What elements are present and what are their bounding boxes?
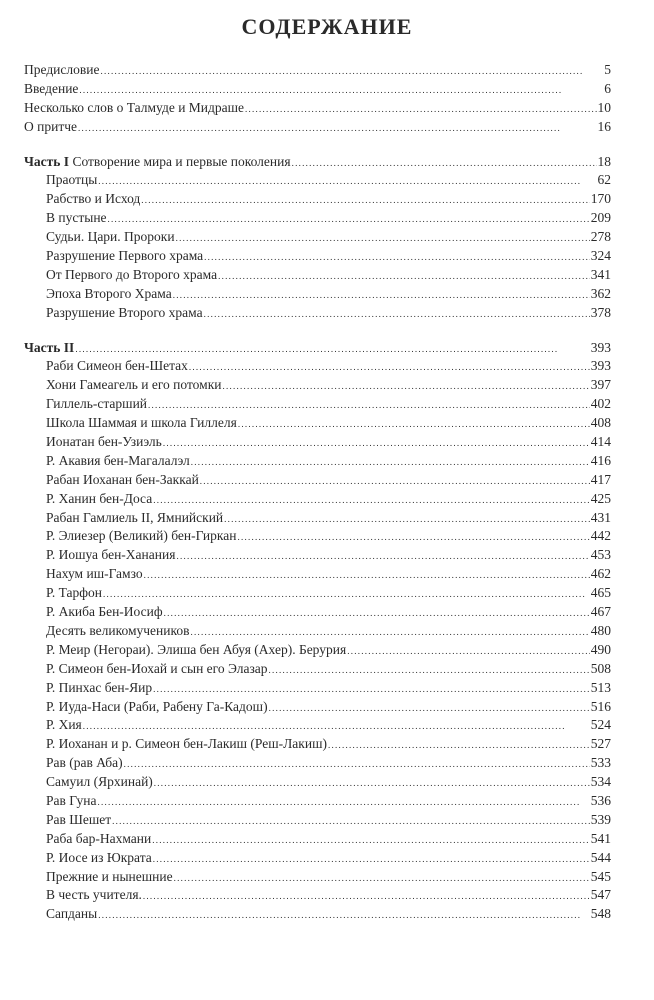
toc-entry-title: Сапданы <box>46 906 98 922</box>
toc-entry-page: 414 <box>590 434 611 450</box>
toc-entry <box>24 209 611 228</box>
toc-entry-page: 170 <box>590 191 611 207</box>
toc-part-title <box>24 339 74 358</box>
dot-leader <box>218 266 590 286</box>
toc-entry <box>24 546 611 565</box>
toc-entry-page: 278 <box>590 229 611 245</box>
toc-entry-title: Эпоха Второго Храма <box>46 285 172 301</box>
toc-entry-title: Праотцы <box>46 172 98 188</box>
dot-leader <box>98 792 590 812</box>
toc-entry-title: Рабство и Исход <box>46 191 141 207</box>
toc-entry <box>24 660 611 679</box>
toc-entry-title: Гиллель-старший <box>46 396 148 412</box>
dot-leader <box>204 304 590 324</box>
toc-entry-title: Р. Иосе из Юкрата <box>46 849 152 865</box>
toc-entry <box>24 285 611 304</box>
dot-leader <box>328 735 590 755</box>
toc-entry-title: Школа Шаммая и школа Гиллеля <box>46 415 237 431</box>
toc-entry-page: 442 <box>590 528 611 544</box>
toc-entry <box>24 716 611 735</box>
part-label: Часть II <box>24 339 75 355</box>
toc-entry-page: 453 <box>590 547 611 563</box>
dot-leader <box>152 830 590 850</box>
toc-entry-title: Р. Пинхас бен-Яир <box>46 679 153 695</box>
toc-entry-page: 378 <box>590 304 611 320</box>
toc-entry <box>24 61 611 80</box>
toc-entry-page: 402 <box>590 396 611 412</box>
toc-entry <box>24 190 611 209</box>
toc-entry-page: 544 <box>590 849 611 865</box>
dot-leader <box>245 99 596 119</box>
toc-entry <box>24 395 611 414</box>
toc-entry-title: Рав (рав Аба) <box>46 755 123 771</box>
toc-entry <box>24 228 611 247</box>
toc-entry-page: 62 <box>597 172 611 188</box>
toc-entry <box>24 565 611 584</box>
toc-entry-page: 533 <box>590 755 611 771</box>
part2-entries <box>24 357 611 924</box>
dot-leader <box>223 376 590 396</box>
toc-entry-page: 393 <box>590 358 611 374</box>
toc-entry <box>24 433 611 452</box>
toc-entry <box>24 471 611 490</box>
toc-entry <box>24 905 611 924</box>
toc-entry-title: Предисловие <box>24 62 100 77</box>
toc-entry <box>24 171 611 190</box>
dot-leader <box>148 395 590 415</box>
toc-entry <box>24 830 611 849</box>
toc-entry-page: 516 <box>590 698 611 714</box>
toc-entry <box>24 266 611 285</box>
toc-entry-page: 397 <box>590 377 611 393</box>
toc-entry-page: 462 <box>590 566 611 582</box>
toc-part-title <box>24 153 291 172</box>
dot-leader <box>78 118 596 138</box>
toc-entry-page: 341 <box>590 266 611 282</box>
toc-entry-page: 480 <box>590 622 611 638</box>
dot-leader <box>204 247 590 267</box>
toc-entry-page: 18 <box>597 153 611 169</box>
toc-entry <box>24 304 611 323</box>
toc-part-heading <box>24 153 611 172</box>
toc-entry-page: 465 <box>590 585 611 601</box>
toc-entry <box>24 735 611 754</box>
toc-entry-page: 536 <box>590 792 611 808</box>
toc-entry-title: Р. Ханин бен-Доса <box>46 490 153 506</box>
toc-entry <box>24 357 611 376</box>
dot-leader <box>153 679 590 699</box>
toc-entry-page: 10 <box>597 99 611 115</box>
toc-entry-title: Рав Шешет <box>46 811 112 827</box>
toc-entry-title: Р. Меир (Негораи). Элиша бен Абуя (Ахер). Берурия <box>46 641 347 657</box>
dot-leader <box>103 584 590 604</box>
toc-entry-page: 16 <box>597 118 611 134</box>
dot-leader <box>292 153 597 173</box>
toc-entry-title: Р. Иуда-Наси (Раби, Рабену Га-Кадош) <box>46 698 268 714</box>
toc-entry-title: Р. Тарфон <box>46 585 102 601</box>
toc-entry-page: 539 <box>590 811 611 827</box>
toc-entry-title: Несколько слов о Талмуде и Мидраше <box>24 99 245 115</box>
dot-leader <box>173 285 590 305</box>
toc-entry-page: 6 <box>604 80 611 96</box>
toc-entry-title: Р. Акиба Бен-Иосиф <box>46 604 163 620</box>
toc-entry <box>24 773 611 792</box>
toc-entry-title: Раба бар-Нахмани <box>46 830 152 846</box>
toc-entry <box>24 698 611 717</box>
toc-entry <box>24 452 611 471</box>
toc-entry-title: Введение <box>24 80 79 96</box>
toc-entry-title: Рабан Иоханан бен-Заккай <box>46 471 199 487</box>
toc-entry-page: 508 <box>590 660 611 676</box>
section-gap <box>24 323 611 339</box>
toc-entry-page: 209 <box>590 210 611 226</box>
toc-entry-page: 490 <box>590 641 611 657</box>
toc-entry-title: Р. Акавия бен-Магалалэл <box>46 452 190 468</box>
dot-leader <box>154 773 590 793</box>
dot-leader <box>100 61 603 81</box>
dot-leader <box>190 622 589 642</box>
toc-entry-title: Рабан Гамлиель II, Ямнийский <box>46 509 224 525</box>
toc-entry-title: Р. Элиезер (Великий) бен-Гиркан <box>46 528 237 544</box>
dot-leader <box>75 339 589 359</box>
dot-leader <box>269 660 590 680</box>
toc-entry <box>24 80 611 99</box>
toc-entry <box>24 509 611 528</box>
toc-entry-title: О притче <box>24 118 78 134</box>
toc-entry-page: 548 <box>590 906 611 922</box>
toc-entry-page: 324 <box>590 248 611 264</box>
toc-entry <box>24 754 611 773</box>
toc-entry-page: 527 <box>590 736 611 752</box>
toc-entry-page: 417 <box>590 471 611 487</box>
toc-entry-page: 524 <box>590 717 611 733</box>
dot-leader <box>79 80 603 100</box>
toc-entry-title: Судьи. Цари. Пророки <box>46 229 175 245</box>
dot-leader <box>200 471 590 491</box>
toc-entry-title: Раби Симеон бен-Шетах <box>46 358 188 374</box>
toc-entry-title: Рав Гуна <box>46 792 97 808</box>
toc-entry <box>24 641 611 660</box>
toc-entry <box>24 868 611 887</box>
toc-entry-page: 393 <box>590 339 611 355</box>
dot-leader <box>176 546 589 566</box>
dot-leader <box>98 171 596 191</box>
dot-leader <box>224 509 590 529</box>
toc-entry <box>24 886 611 905</box>
dot-leader <box>112 811 590 831</box>
toc-entry-page: 431 <box>590 509 611 525</box>
toc-entry-title: Самуил (Ярхинай) <box>46 774 153 790</box>
toc-entry-title: В пустыне <box>46 210 107 226</box>
dot-leader <box>176 228 590 248</box>
toc-entry <box>24 849 611 868</box>
toc-entry-page: 362 <box>590 285 611 301</box>
toc-entry <box>24 414 611 433</box>
dot-leader <box>191 452 590 472</box>
dot-leader <box>347 641 590 661</box>
toc-entry-page: 547 <box>590 887 611 903</box>
toc-entry-page: 513 <box>590 679 611 695</box>
dot-leader <box>144 565 590 585</box>
dot-leader <box>141 190 589 210</box>
dot-leader <box>153 490 590 510</box>
dot-leader <box>124 754 590 774</box>
toc-entry <box>24 376 611 395</box>
toc-entry <box>24 584 611 603</box>
dot-leader <box>143 886 590 906</box>
toc-entry-page: 467 <box>590 604 611 620</box>
dot-leader <box>174 868 590 888</box>
toc-entry-page: 534 <box>590 774 611 790</box>
toc-entry-title: От Первого до Второго храма <box>46 266 218 282</box>
toc-entry <box>24 811 611 830</box>
toc-entry-title: Ионатан бен-Узиэль <box>46 434 162 450</box>
table-of-contents <box>24 61 611 924</box>
toc-entry-title: Разрушение Первого храма <box>46 248 204 264</box>
toc-entry-page: 416 <box>590 452 611 468</box>
part1-entries <box>24 171 611 322</box>
toc-entry <box>24 99 611 118</box>
toc-entry-title: Разрушение Второго храма <box>46 304 203 320</box>
dot-leader <box>269 698 590 718</box>
toc-entry <box>24 247 611 266</box>
toc-entry-title: Хони Гамеагель и его потомки <box>46 377 222 393</box>
dot-leader <box>238 414 590 434</box>
toc-entry-page: 408 <box>590 415 611 431</box>
dot-leader <box>237 527 589 547</box>
toc-entry-title: Р. Иоханан и р. Симеон бен-Лакиш (Реш-Лакиш) <box>46 736 327 752</box>
toc-entry-title: Р. Иошуа бен-Ханания <box>46 547 176 563</box>
dot-leader <box>83 716 590 736</box>
toc-entry-page: 545 <box>590 868 611 884</box>
dot-leader <box>153 849 590 869</box>
part-label: Часть I <box>24 153 70 169</box>
page-title: СОДЕРЖАНИЕ <box>241 14 413 39</box>
section-gap <box>24 137 611 153</box>
toc-entry-title: Прежние и нынешние <box>46 868 173 884</box>
part-title-text: Сотворение мира и первые поколения <box>72 153 291 169</box>
toc-entry <box>24 527 611 546</box>
toc-entry <box>24 118 611 137</box>
toc-part-heading <box>24 339 611 358</box>
toc-entry <box>24 490 611 509</box>
toc-entry-title: В честь учителя. <box>46 887 142 903</box>
toc-entry-title: Р. Хия <box>46 717 82 733</box>
toc-entry <box>24 792 611 811</box>
toc-entry-title: Десять великомучеников <box>46 622 190 638</box>
dot-leader <box>164 603 590 623</box>
toc-entry-title: Р. Симеон бен-Иохай и сын его Элазар <box>46 660 268 676</box>
toc-entry-title: Нахум иш-Гамзо <box>46 566 143 582</box>
toc-entry-page: 541 <box>590 830 611 846</box>
dot-leader <box>98 905 590 925</box>
dot-leader <box>108 209 590 229</box>
toc-entry <box>24 603 611 622</box>
toc-entry <box>24 679 611 698</box>
dot-leader <box>163 433 590 453</box>
toc-entry-page: 425 <box>590 490 611 506</box>
toc-entry-page: 5 <box>604 62 611 77</box>
dot-leader <box>189 357 590 377</box>
toc-entry <box>24 622 611 641</box>
